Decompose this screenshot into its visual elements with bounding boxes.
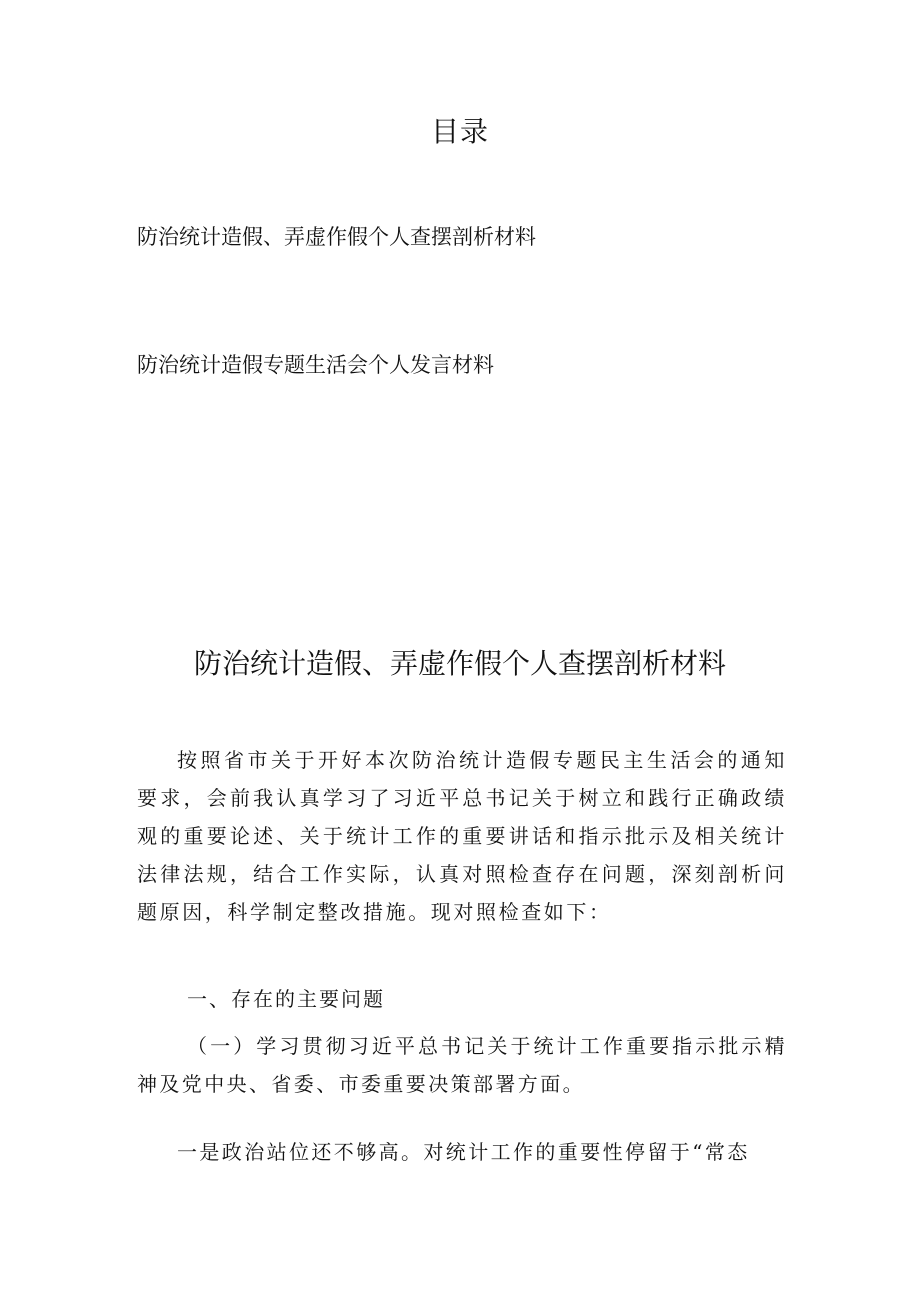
subsection-heading: （一）学习贯彻习近平总书记关于统计工作重要指示批示精神及党中央、省委、市委重要决策部署方面。	[137, 1034, 787, 1096]
document-title: 防治统计造假、弄虚作假个人查摆剖析材料	[193, 647, 726, 680]
toc-title: 目录	[430, 115, 489, 148]
body-paragraph: 一是政治站位还不够高。对统计工作的重要性停留于“常态	[177, 1140, 750, 1164]
toc-item-1[interactable]: 防治统计造假、弄虚作假个人查摆剖析材料	[137, 225, 536, 249]
section-heading: 一、存在的主要问题	[187, 987, 385, 1011]
intro-paragraph: 按照省市关于开好本次防治统计造假专题民主生活会的通知要求，会前我认真学习了习近平总书记关于树立和践行正确政绩观的重要论述、关于统计工作的重要讲话和指示批示及相关统计法律法规，结合工作实际，认真对照检查存在问题，深刻剖析问题原因，科学制定整改措施。现对照检查如下：	[137, 748, 787, 924]
toc-item-2[interactable]: 防治统计造假专题生活会个人发言材料	[137, 353, 494, 377]
